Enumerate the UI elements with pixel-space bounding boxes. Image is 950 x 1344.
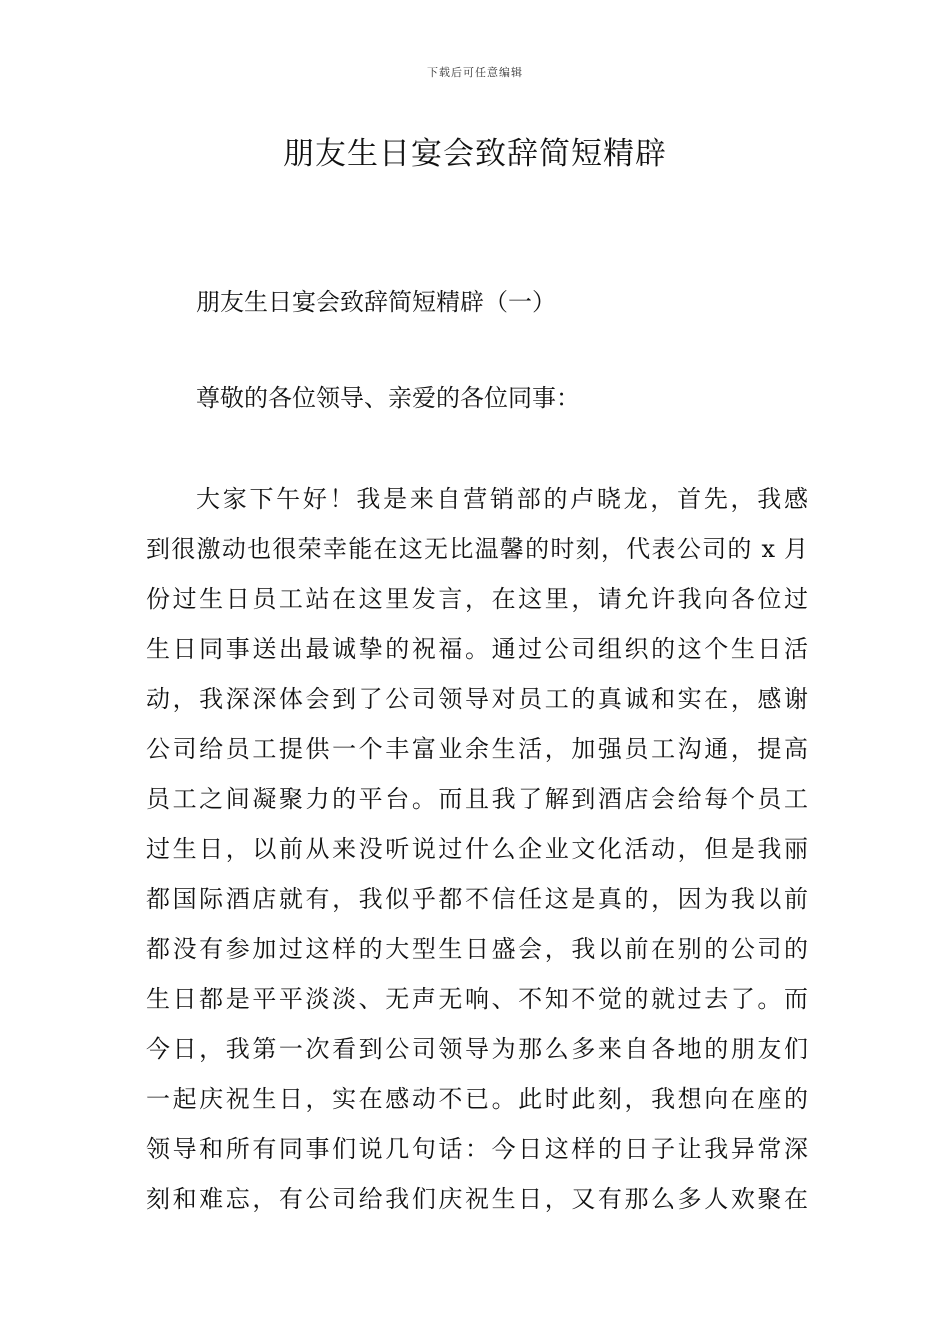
body-line: 今日，我第一次看到公司领导为那么多来自各地的朋友们 <box>146 1035 808 1063</box>
body-line: 动，我深深体会到了公司领导对员工的真诚和实在，感谢 <box>146 685 808 713</box>
body-line: 过生日，以前从来没听说过什么企业文化活动，但是我丽 <box>146 835 808 863</box>
body-line: 都没有参加过这样的大型生日盛会，我以前在别的公司的 <box>146 935 808 963</box>
body-line: 生日同事送出最诚挚的祝福。通过公司组织的这个生日活 <box>146 635 808 663</box>
body-paragraph <box>146 474 808 1224</box>
header-note: 下载后可任意编辑 <box>427 66 523 79</box>
salutation: 尊敬的各位领导、亲爱的各位同事： <box>196 384 580 412</box>
section-heading: 朋友生日宴会致辞简短精辟（一） <box>196 288 556 316</box>
document-title: 朋友生日宴会致辞简短精辟 <box>283 136 667 172</box>
body-line: 生日都是平平淡淡、无声无响、不知不觉的就过去了。而 <box>146 985 808 1013</box>
body-line: 领导和所有同事们说几句话：今日这样的日子让我异常深 <box>146 1135 808 1163</box>
body-line: 大家下午好！我是来自营销部的卢晓龙，首先，我感 <box>196 485 808 513</box>
body-line: 都国际酒店就有，我似乎都不信任这是真的，因为我以前 <box>146 885 808 913</box>
body-line: 到很激动也很荣幸能在这无比温馨的时刻，代表公司的 x 月 <box>146 535 808 563</box>
body-line: 公司给员工提供一个丰富业余生活，加强员工沟通，提高 <box>146 735 808 763</box>
body-line: 一起庆祝生日，实在感动不已。此时此刻，我想向在座的 <box>146 1085 808 1113</box>
body-line: 员工之间凝聚力的平台。而且我了解到酒店会给每个员工 <box>146 785 808 813</box>
body-line: 刻和难忘，有公司给我们庆祝生日，又有那么多人欢聚在 <box>146 1185 808 1213</box>
body-line: 份过生日员工站在这里发言，在这里，请允许我向各位过 <box>146 585 808 613</box>
